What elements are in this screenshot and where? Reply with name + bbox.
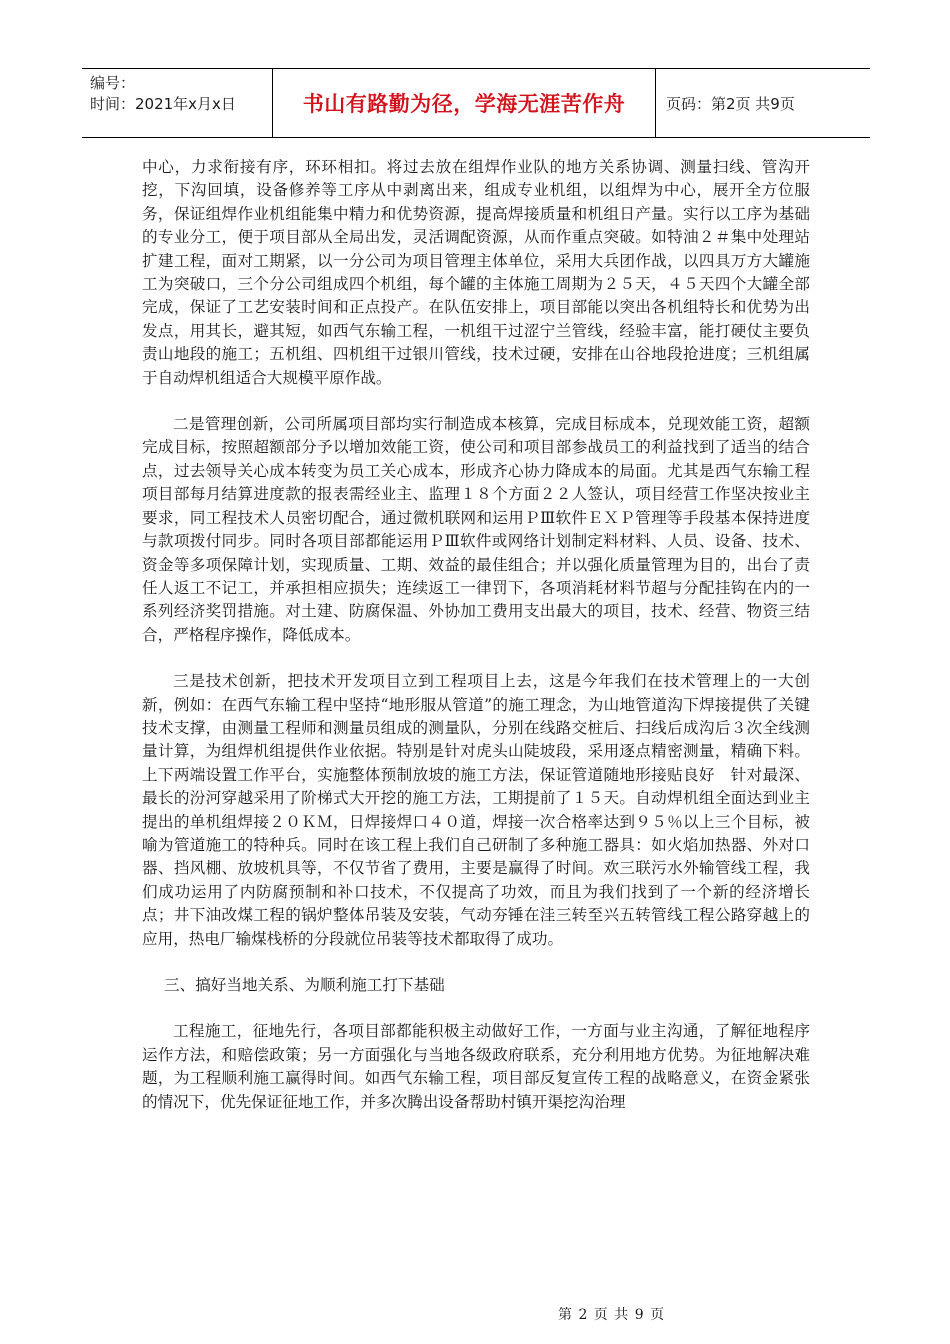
page-footer: 第 2 页 共 9 页 [558,1307,666,1323]
header-meta [82,68,272,138]
body-paragraph-1: 中心，力求衔接有序，环环相扣。将过去放在组焊作业队的地方关系协调、测量扫线、管沟开挖，下沟回填，设备修养等工序从中剥离出来，组成专业机组，以组焊为中心，展开全方位服务，保证组焊作业机组能集中精力和优势资源，提高焊接质量和机组日产量。实行以工序为基础的专业分工，便于项目部从全局出发，灵活调配资源，从而作重点突破。如特油２＃集中处理站扩建工程，面对工期紧，以一分公司为项目管理主体单位，采用大兵团作战，以四具万方大罐施工为突破口，三个分公司组成四个机组，每个罐的主体施工周期为２５天，４５天四个大罐全部完成，保证了工艺安装时间和正点投产。在队伍安排上，项目部能以突出各机组特长和优势为出发点，用其长，避其短，如西气东输工程，一机组干过涩宁兰管线，经验丰富，能打硬仗主要负责山地段的施工；五机组、四机组干过银川管线，技术过硬，安排在山谷地段抢进度；三机组属于自动焊机组适合大规模平原作战。 [142,158,810,387]
header-page-info: 页码：第2页 共9页 [656,68,870,138]
body-paragraph-management-innovation: 二是管理创新，公司所属项目部均实行制造成本核算，完成目标成本，兑现效能工资，超额完成目标，按照超额部分予以增加效能工资，使公司和项目部参战员工的利益找到了适当的结合点，过去领导关心成本转变为员工关心成本，形成齐心协力降成本的局面。尤其是西气东输工程项目部每月结算进度款的报表需经业主、监理１８个方面２２人签认，项目经营工作坚决按业主要求，同工程技术人员密切配合，通过微机联网和运用ＰⅢ软件ＥＸＰ管理等手段基本保持进度与款项拨付同步。同时各项目部都能运用ＰⅢ软件或网络计划制定料材料、人员、设备、技术、资金等多项保障计划，实现质量、工期、效益的最佳组合；并以强化质量管理为目的，出台了责任人返工不记工，并承担相应损失；连续返工一律罚下，各项消耗材料节超与分配挂钩在内的一系列经济奖罚措施。对土建、防腐保温、外协加工费用支出最大的项目，技术、经营、物资三结合，严格程序操作，降低成本。 [142,415,810,644]
header-motto: 书山有路勤为径，学海无涯苦作舟 [272,68,656,138]
section-heading: 三、搞好当地关系、为顺利施工打下基础 [164,976,445,994]
body-paragraph-technology-innovation: 三是技术创新，把技术开发项目立到工程项目上去，这是今年我们在技术管理上的一大创新，例如：在西气东输工程中坚持“地形服从管道”的施工理念，为山地管道沟下焊接提供了关键技术支撑，由测量工程师和测量员组成的测量队，分别在线路交桩后、扫线后成沟后３次全线测量计算，为组焊机组提供作业依据。特别是针对虎头山陡坡段，采用逐点精密测量，精确下料。上下两端设置工作平台，实施整体预制放坡的施工方法，保证管道随地形接贴良好 针对最深、最长的汾河穿越采用了阶梯式大开挖的施工方法，工期提前了１５天。自动焊机组全面达到业主提出的单机组焊接２０ＫＭ，日焊接焊口４０道，焊接一次合格率达到９５％以上三个目标，被喻为管道施工的特种兵。同时在该工程上我们自己研制了多种施工器具：如火焰加热器、外对口器、挡风棚、放坡机具等，不仅节省了费用，主要是赢得了时间。欢三联污水外输管线工程，我们成功运用了内防腐预制和补口技术，不仅提高了功效，而且为我们找到了一个新的经济增长点；井下油改煤工程的锅炉整体吊装及安装，气动夯锤在洼三转至兴五转管线工程公路穿越上的应用，热电厂输煤栈桥的分段就位吊装等技术都取得了成功。 [142,672,810,948]
document-number-label: 编号： [90,74,136,92]
body-paragraph-land-acquisition: 工程施工，征地先行，各项目部都能积极主动做好工作，一方面与业主沟通，了解征地程序运作方法，和赔偿政策；另一方面强化与当地各级政府联系，充分利用地方优势。为征地解决难题，为工程顺利施工赢得时间。如西气东输工程，项目部反复宣传工程的战略意义，在资金紧张的情况下，优先保证征地工作，并多次腾出设备帮助村镇开渠挖沟治理 [142,1022,810,1111]
document-date: 时间：2021年x月x日 [90,95,236,113]
document-body [142,156,810,1137]
